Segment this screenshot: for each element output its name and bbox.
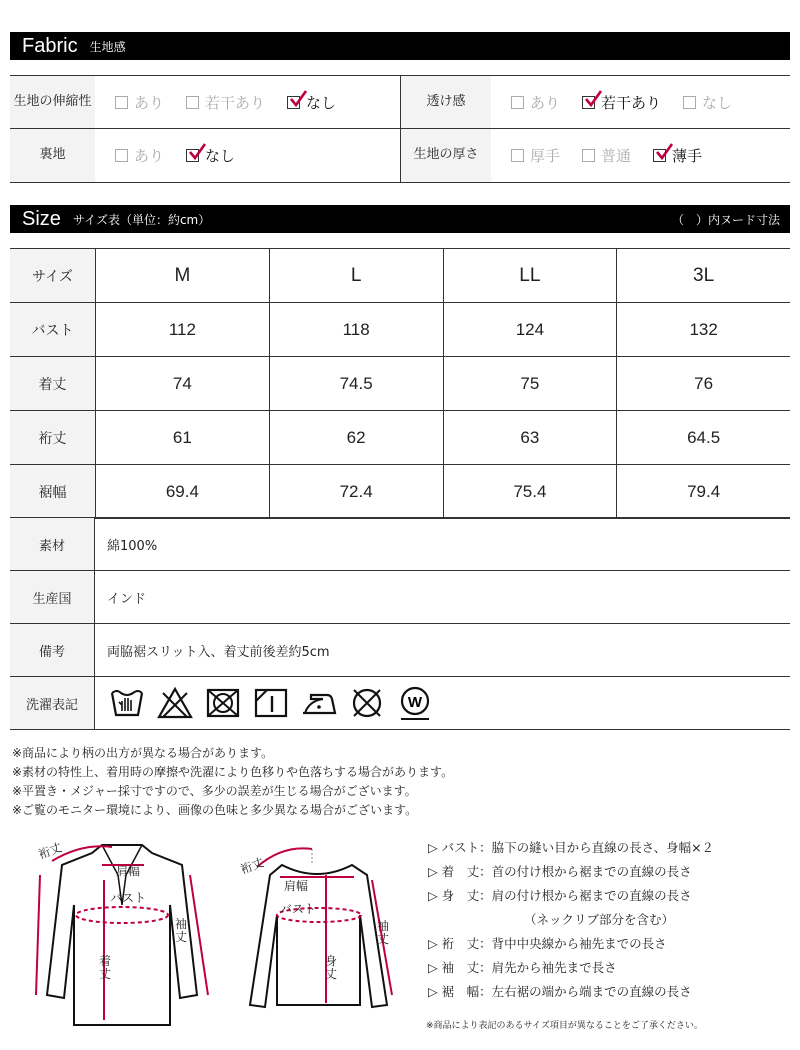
fabric-attribute xyxy=(10,76,400,128)
fabric-attribute-label xyxy=(10,76,95,128)
label-line: 裏地 xyxy=(39,147,66,163)
remarks-value: 両脇裾スリット入、着丈前後差約5cm xyxy=(107,644,330,660)
remarks-label: 備考 xyxy=(10,624,95,676)
size-cell: 75 xyxy=(443,357,617,410)
fabric-option-label: なし xyxy=(702,93,733,112)
fabric-option xyxy=(186,92,265,113)
checkbox-icon xyxy=(511,149,524,162)
fabric-attribute-label xyxy=(401,129,491,182)
size-cell: 62 xyxy=(269,411,443,464)
fabric-option xyxy=(653,145,702,166)
checkbox-icon xyxy=(186,96,199,109)
size-cell: 72.4 xyxy=(269,465,443,518)
fabric-options xyxy=(491,76,732,128)
fabric-option-label: 薄手 xyxy=(672,147,703,165)
fabric-options xyxy=(491,129,702,182)
fabric-option-label: 普通 xyxy=(601,147,632,165)
care-icons xyxy=(95,677,433,729)
checkbox-icon xyxy=(115,96,128,109)
fabric-header xyxy=(10,32,790,60)
fabric-attribute-label xyxy=(401,76,491,128)
size-subtitle: サイズ表（単位：約cm） xyxy=(72,212,211,227)
size-cell: 132 xyxy=(616,303,790,356)
label-line: 生地の厚さ xyxy=(413,147,479,163)
fabric-subtitle: 生地感 xyxy=(89,39,126,54)
fabric-options xyxy=(95,129,235,182)
fabric-option-label: なし xyxy=(306,93,337,112)
size-title: Size xyxy=(22,207,61,230)
fabric-option xyxy=(511,92,560,113)
fabric-option-label: あり xyxy=(134,93,165,112)
wet-clean-icon xyxy=(397,685,433,721)
label-line: 生地の xyxy=(13,93,53,109)
note-line: ※平置き・メジャー採寸ですので、多少の誤差が生じる場合がございます。 xyxy=(12,784,417,798)
size-cell: 74.5 xyxy=(269,357,443,410)
checked-box-icon xyxy=(287,96,300,109)
no-dry-clean-icon xyxy=(349,685,385,721)
fabric-options xyxy=(95,76,336,128)
size-header-row xyxy=(10,249,790,303)
size-cell: 74 xyxy=(95,357,269,410)
legend-bust: ▷ バスト：脇下の縫い目から直線の長さ、身幅×２ xyxy=(428,840,715,855)
label-line: 透け感 xyxy=(426,93,466,109)
size-row xyxy=(10,465,790,519)
size-row xyxy=(10,411,790,465)
fabric-option xyxy=(511,145,560,166)
fabric-option-label: 若干あり xyxy=(601,93,662,112)
size-cell: 79.4 xyxy=(616,465,790,518)
size-note: （ ）内ヌード寸法 xyxy=(671,212,780,227)
fabric-option-label: あり xyxy=(134,147,165,165)
checkbox-icon xyxy=(115,149,128,162)
fabric-option-label: なし xyxy=(205,147,236,165)
checkbox-icon xyxy=(511,96,524,109)
diagram-length-label: 着丈 xyxy=(98,954,111,981)
legend-body-length: ▷ 身 丈：肩の付け根から裾までの直線の長さ xyxy=(428,888,692,903)
note-line: ※素材の特性上、着用時の摩擦や洗濯により色移りや色落ちする場合があります。 xyxy=(12,765,454,779)
fabric-option xyxy=(115,145,164,166)
size-cell: 76 xyxy=(616,357,790,410)
size-row xyxy=(10,357,790,411)
material-label: 素材 xyxy=(10,518,95,570)
legend-footnote: ※商品により表記のあるサイズ項目が異なることをご了承ください。 xyxy=(426,1021,703,1031)
care-row xyxy=(10,677,790,730)
care-label: 洗濯表記 xyxy=(10,677,95,729)
size-header xyxy=(10,205,790,233)
material-value: 綿100% xyxy=(107,538,158,554)
fabric-option xyxy=(287,92,336,113)
size-row-label: 着丈 xyxy=(10,357,95,410)
size-cell: 63 xyxy=(443,411,617,464)
size-cell: 69.4 xyxy=(95,465,269,518)
fabric-option xyxy=(582,92,661,113)
size-cell: 61 xyxy=(95,411,269,464)
size-cell: 75.4 xyxy=(443,465,617,518)
iron-low-icon xyxy=(301,685,337,721)
size-row xyxy=(10,303,790,357)
origin-row xyxy=(10,571,790,624)
fabric-attribute xyxy=(400,76,790,128)
fabric-attribute xyxy=(400,129,790,182)
shirt-body-length-label: 身丈 xyxy=(324,954,337,981)
legend-length: ▷ 着 丈：首の付け根から裾までの直線の長さ xyxy=(428,864,692,879)
fabric-row xyxy=(10,76,790,129)
size-table xyxy=(10,248,790,519)
fabric-option xyxy=(115,92,164,113)
checked-box-icon xyxy=(186,149,199,162)
diagram-sleeve-length-label: 袖丈 xyxy=(174,917,187,944)
checkbox-icon xyxy=(582,149,595,162)
fabric-option xyxy=(582,145,631,166)
legend-sleeve-length: ▷ 袖 丈：肩先から袖先まで長さ xyxy=(428,960,617,975)
shirt-bust-label: バスト xyxy=(280,902,317,916)
legend-sleeve: ▷ 裄 丈：背中中央線から袖先までの長さ xyxy=(428,936,667,951)
checkbox-icon xyxy=(683,96,696,109)
note-line: ※ご覧のモニター環境により、画像の色味と多少異なる場合がございます。 xyxy=(12,803,418,817)
fabric-option xyxy=(186,145,235,166)
origin-value: インド xyxy=(107,591,147,607)
fabric-row xyxy=(10,129,790,182)
size-cell: 64.5 xyxy=(616,411,790,464)
no-bleach-icon xyxy=(157,685,193,721)
diagram-sleeve-label: 裄丈 xyxy=(36,840,64,862)
note-line: ※商品により柄の出方が異なる場合があります。 xyxy=(12,746,274,760)
size-column-header: 3L xyxy=(616,249,790,302)
size-row-label: バスト xyxy=(10,303,95,356)
checked-box-icon xyxy=(582,96,595,109)
notes xyxy=(12,744,453,820)
info-table xyxy=(10,517,790,730)
fabric-option-label: 若干あり xyxy=(205,93,266,112)
fabric-table xyxy=(10,75,790,183)
fabric-attribute-label xyxy=(10,129,95,182)
fabric-attribute xyxy=(10,129,400,182)
size-column-header: LL xyxy=(443,249,617,302)
fabric-option-label: 厚手 xyxy=(530,147,561,165)
measurement-legend xyxy=(428,836,714,1004)
legend-hem: ▷ 裾 幅：左右裾の端から端までの直線の長さ xyxy=(428,984,692,999)
remarks-row xyxy=(10,624,790,677)
size-cell: 112 xyxy=(95,303,269,356)
origin-label: 生産国 xyxy=(10,571,95,623)
diagram-bust-label: バスト xyxy=(110,891,147,905)
size-row-label: 裾幅 xyxy=(10,465,95,518)
fabric-option-label: あり xyxy=(530,93,561,112)
checked-box-icon xyxy=(653,149,666,162)
size-column-header: M xyxy=(95,249,269,302)
size-header-label: サイズ xyxy=(10,249,95,302)
svg-text:W: W xyxy=(407,694,423,711)
size-column-header: L xyxy=(269,249,443,302)
legend-body-length-note: （ネックリブ部分を含む） xyxy=(524,912,675,927)
shirt-sleeve-label: 裄丈 xyxy=(238,855,266,877)
fabric-title: Fabric xyxy=(22,34,78,57)
hand-wash-icon xyxy=(109,685,145,721)
shirt-shoulder-label: 肩幅 xyxy=(284,879,309,893)
line-dry-shade-icon xyxy=(253,685,289,721)
diagram-shoulder-label: 肩幅 xyxy=(116,864,141,878)
shirt-sleeve-length-label: 袖丈 xyxy=(376,919,389,946)
size-cell: 124 xyxy=(443,303,617,356)
size-row-label: 裄丈 xyxy=(10,411,95,464)
no-tumble-dry-icon xyxy=(205,685,241,721)
fabric-option xyxy=(683,92,732,113)
size-cell: 118 xyxy=(269,303,443,356)
material-row xyxy=(10,518,790,571)
label-line: 伸縮性 xyxy=(52,93,92,109)
